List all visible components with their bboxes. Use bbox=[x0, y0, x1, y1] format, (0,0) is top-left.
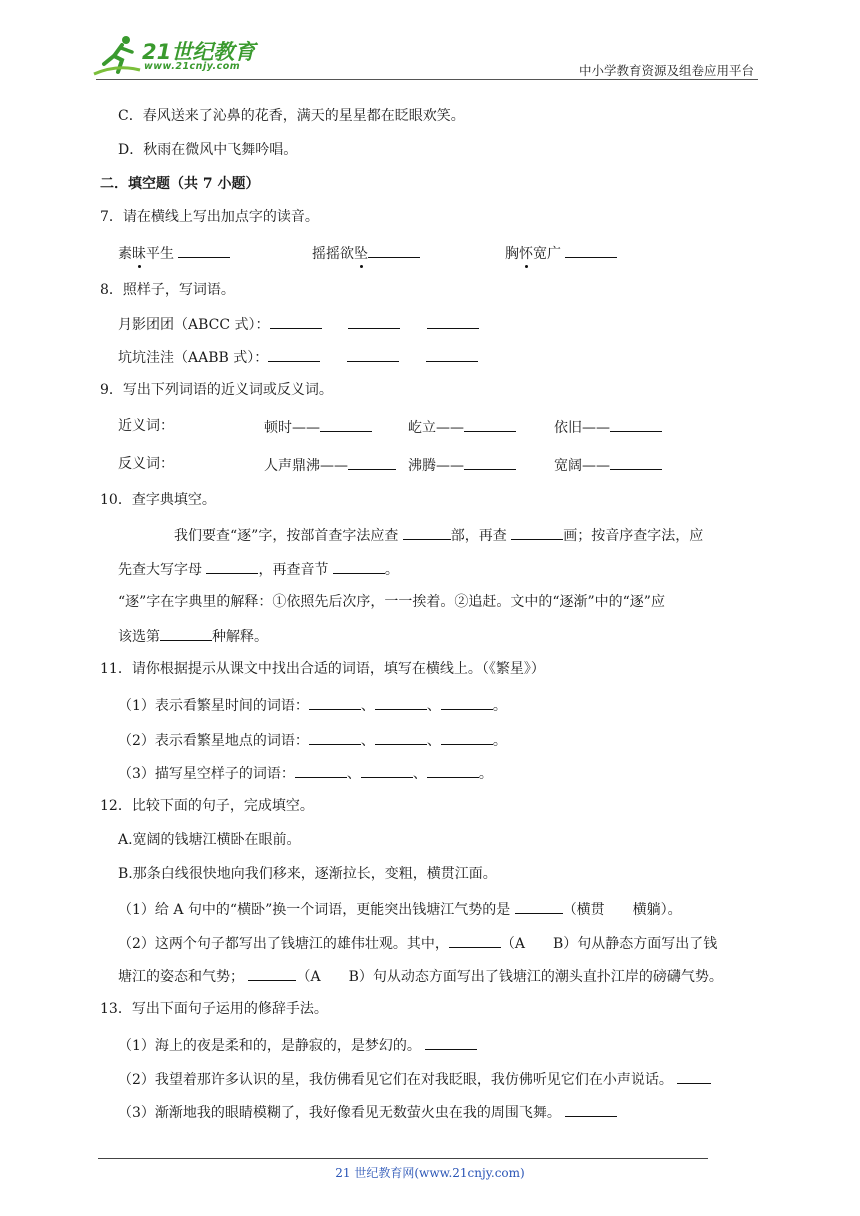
q8-row-2 bbox=[118, 346, 478, 368]
answer-blank[interactable] bbox=[610, 416, 662, 432]
answer-blank[interactable] bbox=[511, 524, 563, 540]
answer-blank[interactable] bbox=[441, 694, 493, 710]
q7-item-2-dotted-char: 坠 bbox=[354, 246, 368, 262]
header-divider bbox=[96, 79, 758, 80]
q12-sub-2-text-a: （2）这两个句子都写出了钱塘江的雄伟壮观。其中， bbox=[118, 936, 449, 952]
answer-blank[interactable] bbox=[348, 454, 396, 470]
q9-synonym-3-word: 依旧—— bbox=[554, 420, 610, 436]
q10-line-4-text-b: 种解释。 bbox=[212, 629, 268, 645]
answer-blank[interactable] bbox=[320, 416, 372, 432]
end-mark: 。 bbox=[478, 766, 493, 782]
q7-item-3-post: 宽广 bbox=[533, 246, 561, 262]
answer-blank[interactable] bbox=[464, 416, 516, 432]
q10-line-1-text-b: 部，再查 bbox=[450, 528, 507, 544]
q10-line-2-text-b: ，再查音节 bbox=[258, 562, 329, 578]
q13-sub-1 bbox=[118, 1034, 477, 1056]
end-mark: 。 bbox=[492, 733, 507, 749]
q12-sub-1-text-b: （横贯 横躺）。 bbox=[562, 902, 682, 918]
q10-line-3: “逐”字在字典里的解释：①依照先后次序，一一挨着。②追赶。文中的“逐渐”中的“逐”应 bbox=[118, 594, 665, 610]
q12-sentence-a: A.宽阔的钱塘江横卧在眼前。 bbox=[118, 832, 301, 848]
answer-blank[interactable] bbox=[610, 454, 662, 470]
answer-blank[interactable] bbox=[677, 1068, 711, 1084]
q10-line-2-text-c: 。 bbox=[384, 562, 399, 578]
q8-row-1-label: 月影团团（ABCC 式）： bbox=[118, 317, 270, 333]
q7-item-3 bbox=[505, 242, 617, 264]
q12-sub-2 bbox=[118, 932, 717, 954]
q12-sentence-b: B.那条白线很快地向我们移来，逐渐拉长，变粗，横贯江面。 bbox=[118, 866, 497, 882]
q10-line-1-text-a: 我们要查“逐”字，按部首查字法应查 bbox=[174, 528, 399, 544]
separator: 、 bbox=[360, 698, 375, 714]
q8-row-1 bbox=[118, 313, 479, 335]
answer-blank[interactable] bbox=[426, 346, 478, 362]
answer-blank[interactable] bbox=[270, 313, 322, 329]
q12-sub-2-text-b: （A B）句从静态方面写出了钱 bbox=[500, 936, 718, 952]
q9-antonym-1-word: 人声鼎沸—— bbox=[264, 458, 348, 474]
q10-line-1 bbox=[174, 524, 703, 546]
answer-blank[interactable] bbox=[449, 932, 501, 948]
answer-blank[interactable] bbox=[515, 898, 563, 914]
answer-blank[interactable] bbox=[425, 1034, 477, 1050]
answer-blank[interactable] bbox=[361, 762, 413, 778]
q13-sub-3 bbox=[118, 1101, 617, 1123]
section-title: 二．填空题（共 7 小题） bbox=[100, 176, 260, 192]
answer-blank[interactable] bbox=[268, 346, 320, 362]
q10-stem: 10．查字典填空。 bbox=[100, 492, 216, 508]
separator: 、 bbox=[426, 698, 441, 714]
logo-url: www.21cnjy.com bbox=[144, 61, 241, 72]
header-tagline: 中小学教育资源及组卷应用平台 bbox=[578, 63, 754, 78]
q7-item-2-pre: 摇摇欲 bbox=[312, 246, 354, 262]
answer-blank[interactable] bbox=[441, 729, 493, 745]
q13-sub-2-text: （2）我望着那许多认识的星，我仿佛看见它们在对我眨眼，我仿佛听见它们在小声说话。 bbox=[118, 1072, 673, 1088]
q7-item-2 bbox=[312, 242, 420, 264]
separator: 、 bbox=[412, 766, 427, 782]
q12-sub-2-cont bbox=[118, 965, 723, 987]
q6-option-d: D．秋雨在微风中飞舞吟唱。 bbox=[118, 142, 298, 158]
q10-line-2-text-a: 先查大写字母 bbox=[118, 562, 202, 578]
q7-item-1-pre: 素 bbox=[118, 246, 132, 262]
q11-sub-2-label: （2）表示看繁星地点的词语： bbox=[118, 733, 309, 749]
answer-blank[interactable] bbox=[375, 729, 427, 745]
q11-sub-2 bbox=[118, 729, 507, 751]
answer-blank[interactable] bbox=[206, 558, 258, 574]
answer-blank[interactable] bbox=[333, 558, 385, 574]
q9-antonym-2-word: 沸腾—— bbox=[408, 458, 464, 474]
q6-option-c: C．春风送来了沁鼻的花香，满天的星星都在眨眼欢笑。 bbox=[118, 108, 465, 124]
logo-brand: 21世纪教育 bbox=[142, 40, 256, 64]
q13-sub-2 bbox=[118, 1068, 711, 1090]
q9-synonym-3 bbox=[554, 416, 662, 438]
answer-blank[interactable] bbox=[309, 729, 361, 745]
q9-synonym-label: 近义词： bbox=[118, 418, 174, 434]
q10-line-2 bbox=[118, 558, 399, 580]
page-header bbox=[0, 0, 860, 90]
q13-sub-3-text: （3）渐渐地我的眼睛模糊了，我好像看见无数萤火虫在我的周围飞舞。 bbox=[118, 1105, 561, 1121]
answer-blank[interactable] bbox=[347, 346, 399, 362]
q13-sub-1-text: （1）海上的夜是柔和的，是静寂的，是梦幻的。 bbox=[118, 1038, 421, 1054]
q9-synonym-2-word: 屹立—— bbox=[408, 420, 464, 436]
q7-item-1-dotted-char: 昧 bbox=[132, 246, 146, 262]
q13-stem: 13．写出下面句子运用的修辞手法。 bbox=[100, 1001, 328, 1017]
answer-blank[interactable] bbox=[427, 762, 479, 778]
q9-stem: 9．写出下列词语的近义词或反义词。 bbox=[100, 382, 333, 398]
q9-antonym-3-word: 宽阔—— bbox=[554, 458, 610, 474]
q11-sub-3-label: （3）描写星空样子的词语： bbox=[118, 766, 295, 782]
q9-synonym-1-word: 顿时—— bbox=[264, 420, 320, 436]
q8-row-2-label: 坑坑洼洼（AABB 式）： bbox=[118, 350, 269, 366]
answer-blank[interactable] bbox=[427, 313, 479, 329]
q12-sub-2-cont-text-a: 塘江的姿态和气势； bbox=[118, 969, 244, 985]
q12-stem: 12．比较下面的句子，完成填空。 bbox=[100, 798, 314, 814]
q11-stem: 11．请你根据提示从课文中找出合适的词语，填写在横线上。（《繁星》） bbox=[100, 661, 545, 677]
end-mark: 。 bbox=[492, 698, 507, 714]
answer-blank[interactable] bbox=[464, 454, 516, 470]
q9-antonym-2 bbox=[408, 454, 516, 476]
q11-sub-3 bbox=[118, 762, 493, 784]
answer-blank[interactable] bbox=[160, 625, 212, 641]
footer-divider bbox=[98, 1158, 708, 1159]
q12-sub-1-text-a: （1）给 A 句中的“横卧”换一个词语，更能突出钱塘江气势的是 bbox=[118, 902, 511, 918]
answer-blank[interactable] bbox=[368, 242, 420, 258]
q10-line-1-text-c: 画；按音序查字法，应 bbox=[563, 528, 704, 544]
separator: 、 bbox=[346, 766, 361, 782]
answer-blank[interactable] bbox=[248, 965, 296, 981]
q9-synonym-2 bbox=[408, 416, 516, 438]
answer-blank[interactable] bbox=[178, 242, 230, 258]
logo bbox=[92, 34, 292, 80]
q7-item-1 bbox=[118, 242, 230, 264]
q9-antonym-label: 反义词： bbox=[118, 456, 174, 472]
answer-blank[interactable] bbox=[348, 313, 400, 329]
q7-item-1-post: 平生 bbox=[146, 246, 174, 262]
footer-text[interactable]: 21 世纪教育网(www.21cnjy.com) bbox=[335, 1166, 525, 1180]
separator: 、 bbox=[426, 733, 441, 749]
answer-blank[interactable] bbox=[403, 524, 451, 540]
q7-item-3-dotted-char: 怀 bbox=[519, 246, 533, 262]
answer-blank[interactable] bbox=[295, 762, 347, 778]
q7-stem: 7．请在横线上写出加点字的读音。 bbox=[100, 209, 319, 225]
q10-line-4 bbox=[118, 625, 268, 647]
answer-blank[interactable] bbox=[565, 1101, 617, 1117]
answer-blank[interactable] bbox=[309, 694, 361, 710]
q9-antonym-3 bbox=[554, 454, 662, 476]
q10-line-4-text-a: 该选第 bbox=[118, 629, 160, 645]
q9-synonym-1 bbox=[264, 416, 372, 438]
q7-item-3-pre: 胸 bbox=[505, 246, 519, 262]
answer-blank[interactable] bbox=[565, 242, 617, 258]
separator: 、 bbox=[360, 733, 375, 749]
q11-sub-1 bbox=[118, 694, 507, 716]
q11-sub-1-label: （1）表示看繁星时间的词语： bbox=[118, 698, 309, 714]
q9-antonym-1 bbox=[264, 454, 396, 476]
q12-sub-1 bbox=[118, 898, 682, 920]
q12-sub-2-cont-text-b: （A B）句从动态方面写出了钱塘江的潮头直扑江岸的磅礴气势。 bbox=[296, 969, 723, 985]
answer-blank[interactable] bbox=[375, 694, 427, 710]
runner-logo-icon bbox=[92, 34, 142, 80]
q8-stem: 8．照样子，写词语。 bbox=[100, 282, 235, 298]
